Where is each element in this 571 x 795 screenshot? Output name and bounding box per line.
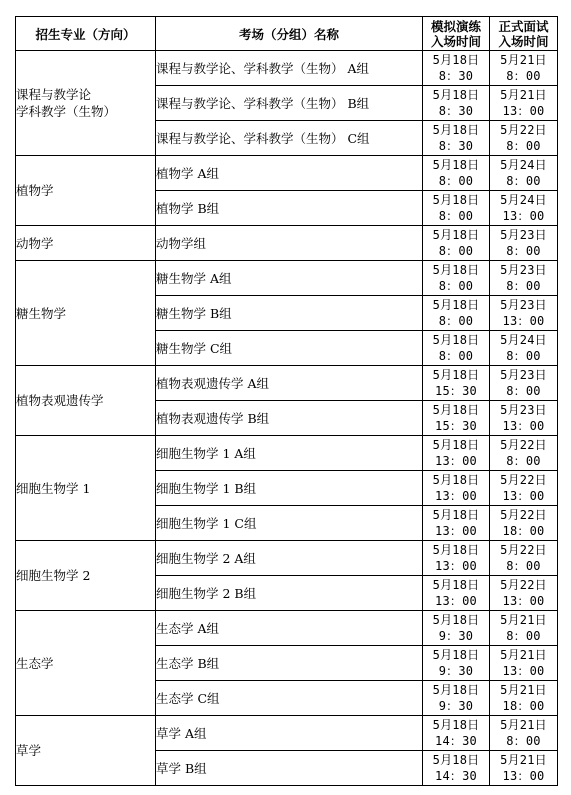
- mock-time-cell: [423, 611, 490, 646]
- mock-clock: 9：30: [438, 664, 474, 678]
- mock-time-cell: [423, 646, 490, 681]
- formal-clock: 8：00: [506, 384, 541, 398]
- formal-time-cell: [490, 681, 558, 716]
- major-name-line: 糖生物学: [16, 305, 67, 321]
- mock-clock: 8：30: [438, 104, 474, 118]
- mock-date: 5月18日: [432, 438, 480, 452]
- formal-time-cell: [490, 576, 558, 611]
- formal-clock: 8：00: [506, 559, 541, 573]
- major-name-line: 植物学: [16, 183, 54, 198]
- mock-clock: 8：00: [438, 209, 474, 223]
- mock-time-cell: [423, 436, 490, 471]
- mock-time-cell: [423, 716, 490, 751]
- formal-time-cell: [490, 51, 558, 86]
- formal-time-cell: [490, 716, 558, 751]
- formal-time-cell: [490, 366, 558, 401]
- formal-time-cell: [490, 611, 558, 646]
- mock-date: 5月18日: [432, 578, 480, 592]
- mock-clock: 15：30: [435, 384, 477, 398]
- formal-clock: 13：00: [502, 209, 545, 223]
- major-name-line: 细胞生物学 2: [16, 568, 91, 583]
- mock-time-cell: [423, 51, 490, 86]
- formal-time-cell: [490, 506, 558, 541]
- formal-time-cell: [490, 331, 558, 366]
- major-name-line: 学科教学（生物）: [16, 104, 117, 119]
- venue-name: 糖生物学 B组: [156, 296, 423, 331]
- formal-clock: 8：00: [506, 139, 541, 153]
- mock-date: 5月18日: [432, 53, 480, 67]
- venue-name: 草学 B组: [156, 751, 423, 786]
- mock-date: 5月18日: [432, 753, 480, 767]
- formal-time-cell: [490, 471, 558, 506]
- mock-date: 5月18日: [432, 158, 480, 172]
- mock-date: 5月18日: [432, 613, 480, 627]
- mock-time-cell: [423, 121, 490, 156]
- table-row: [16, 156, 558, 191]
- formal-clock: 8：00: [506, 349, 541, 363]
- interview-schedule-table: [15, 16, 558, 786]
- formal-clock: 13：00: [502, 594, 545, 608]
- mock-date: 5月18日: [432, 473, 480, 487]
- formal-date: 5月21日: [500, 648, 547, 662]
- mock-clock: 14：30: [435, 769, 477, 783]
- mock-clock: 9：30: [438, 629, 474, 643]
- formal-date: 5月24日: [500, 333, 547, 347]
- mock-date: 5月18日: [432, 333, 480, 347]
- table-row: [16, 611, 558, 646]
- venue-name: 生态学 C组: [156, 681, 423, 716]
- mock-clock: 8：00: [438, 244, 474, 258]
- formal-clock: 18：00: [502, 699, 545, 713]
- formal-clock: 13：00: [502, 489, 545, 503]
- table-row: [16, 716, 558, 751]
- mock-clock: 8：00: [438, 174, 474, 188]
- formal-date: 5月23日: [500, 403, 547, 417]
- table-row: [16, 366, 558, 401]
- formal-time-cell: [490, 261, 558, 296]
- formal-date: 5月21日: [500, 683, 547, 697]
- header-formal-time: [490, 17, 558, 51]
- mock-time-cell: [423, 261, 490, 296]
- major-name-line: 动物学: [16, 235, 54, 251]
- formal-clock: 13：00: [502, 769, 545, 783]
- formal-date: 5月22日: [500, 543, 547, 557]
- mock-time-cell: [423, 506, 490, 541]
- major-cell: [16, 366, 156, 436]
- major-cell: [16, 156, 156, 226]
- formal-clock: 13：00: [502, 419, 545, 433]
- formal-date: 5月21日: [500, 88, 547, 102]
- formal-clock: 8：00: [506, 454, 541, 468]
- formal-time-cell: [490, 541, 558, 576]
- formal-clock: 13：00: [502, 664, 545, 678]
- formal-date: 5月22日: [500, 578, 547, 592]
- venue-name: 糖生物学 C组: [156, 331, 423, 366]
- mock-time-cell: [423, 156, 490, 191]
- mock-time-cell: [423, 191, 490, 226]
- formal-time-cell: [490, 121, 558, 156]
- formal-clock: 18：00: [502, 524, 545, 538]
- mock-date: 5月18日: [432, 683, 480, 697]
- mock-time-cell: [423, 401, 490, 436]
- venue-name: 细胞生物学 1 C组: [156, 506, 423, 541]
- formal-date: 5月24日: [500, 158, 547, 172]
- venue-name: 生态学 B组: [156, 646, 423, 681]
- venue-name: 植物学 A组: [156, 156, 423, 191]
- mock-clock: 8：30: [438, 69, 474, 83]
- formal-time-cell: [490, 156, 558, 191]
- header-row: [16, 17, 558, 51]
- formal-date: 5月23日: [500, 263, 547, 277]
- formal-clock: 13：00: [502, 104, 545, 118]
- mock-time-cell: [423, 366, 490, 401]
- formal-date: 5月21日: [500, 53, 547, 67]
- mock-clock: 8：00: [438, 314, 474, 328]
- mock-clock: 8：00: [438, 279, 474, 293]
- mock-clock: 13：00: [435, 454, 477, 468]
- header-mock-line-2: 入场时间: [430, 33, 481, 49]
- mock-date: 5月18日: [432, 298, 480, 312]
- mock-date: 5月18日: [432, 508, 480, 522]
- formal-clock: 8：00: [506, 629, 541, 643]
- major-cell: [16, 716, 156, 786]
- formal-date: 5月23日: [500, 368, 547, 382]
- formal-time-cell: [490, 401, 558, 436]
- formal-time-cell: [490, 191, 558, 226]
- mock-clock: 8：00: [438, 349, 474, 363]
- venue-name: 生态学 A组: [156, 611, 423, 646]
- venue-name: 植物表观遗传学 B组: [156, 401, 423, 436]
- table-row: [16, 541, 558, 576]
- mock-date: 5月18日: [432, 368, 480, 382]
- table-row: [16, 226, 558, 261]
- mock-time-cell: [423, 471, 490, 506]
- table-row: [16, 261, 558, 296]
- table-row: [16, 51, 558, 86]
- venue-name: 课程与教学论、学科教学（生物） A组: [156, 51, 423, 86]
- mock-clock: 13：00: [435, 489, 477, 503]
- mock-time-cell: [423, 296, 490, 331]
- formal-clock: 13：00: [502, 314, 545, 328]
- major-name-line: 课程与教学论: [16, 87, 92, 102]
- venue-name: 细胞生物学 1 A组: [156, 436, 423, 471]
- major-name-line: 生态学: [16, 655, 54, 671]
- mock-date: 5月18日: [432, 193, 480, 207]
- venue-name: 动物学组: [156, 226, 423, 261]
- mock-time-cell: [423, 86, 490, 121]
- venue-name: 细胞生物学 1 B组: [156, 471, 423, 506]
- header-formal-line-1: 正式面试: [498, 18, 549, 34]
- mock-date: 5月18日: [432, 88, 480, 102]
- formal-time-cell: [490, 226, 558, 261]
- formal-clock: 8：00: [506, 279, 541, 293]
- formal-date: 5月22日: [500, 508, 547, 522]
- venue-name: 细胞生物学 2 A组: [156, 541, 423, 576]
- formal-clock: 8：00: [506, 734, 541, 748]
- major-cell: [16, 541, 156, 611]
- venue-name: 课程与教学论、学科教学（生物） C组: [156, 121, 423, 156]
- mock-clock: 13：00: [435, 524, 477, 538]
- header-formal-line-2: 入场时间: [498, 33, 549, 49]
- mock-clock: 8：30: [438, 139, 474, 153]
- major-name-line: 细胞生物学 1: [16, 480, 91, 496]
- formal-time-cell: [490, 86, 558, 121]
- mock-date: 5月18日: [432, 718, 480, 732]
- venue-name: 草学 A组: [156, 716, 423, 751]
- header-major: 招生专业（方向）: [16, 17, 156, 51]
- major-name-line: 植物表观遗传学: [16, 393, 104, 408]
- header-venue: 考场（分组）名称: [156, 17, 423, 51]
- mock-date: 5月18日: [432, 263, 480, 277]
- schedule-body: [16, 51, 558, 786]
- formal-time-cell: [490, 751, 558, 786]
- formal-time-cell: [490, 296, 558, 331]
- mock-date: 5月18日: [432, 123, 480, 137]
- formal-clock: 8：00: [506, 174, 541, 188]
- major-cell: [16, 611, 156, 716]
- mock-time-cell: [423, 576, 490, 611]
- mock-date: 5月18日: [432, 228, 480, 242]
- formal-date: 5月21日: [500, 753, 547, 767]
- mock-time-cell: [423, 751, 490, 786]
- mock-clock: 15：30: [435, 419, 477, 433]
- formal-clock: 8：00: [506, 244, 541, 258]
- header-mock-line-1: 模拟演练: [430, 18, 481, 34]
- formal-date: 5月23日: [500, 298, 547, 312]
- formal-date: 5月22日: [500, 123, 547, 137]
- venue-name: 课程与教学论、学科教学（生物） B组: [156, 86, 423, 121]
- formal-date: 5月22日: [500, 473, 547, 487]
- venue-name: 细胞生物学 2 B组: [156, 576, 423, 611]
- mock-date: 5月18日: [432, 648, 480, 662]
- venue-name: 糖生物学 A组: [156, 261, 423, 296]
- formal-date: 5月21日: [500, 718, 547, 732]
- mock-time-cell: [423, 681, 490, 716]
- venue-name: 植物表观遗传学 A组: [156, 366, 423, 401]
- formal-clock: 8：00: [506, 69, 541, 83]
- mock-date: 5月18日: [432, 543, 480, 557]
- mock-clock: 14：30: [435, 734, 477, 748]
- mock-clock: 13：00: [435, 559, 477, 573]
- formal-date: 5月23日: [500, 228, 547, 242]
- major-name-line: 草学: [16, 743, 42, 758]
- mock-date: 5月18日: [432, 403, 480, 417]
- table-row: [16, 436, 558, 471]
- mock-time-cell: [423, 226, 490, 261]
- mock-time-cell: [423, 541, 490, 576]
- formal-date: 5月22日: [500, 438, 547, 452]
- major-cell: [16, 261, 156, 366]
- major-cell: [16, 226, 156, 261]
- mock-clock: 9：30: [438, 699, 474, 713]
- venue-name: 植物学 B组: [156, 191, 423, 226]
- formal-time-cell: [490, 436, 558, 471]
- formal-date: 5月24日: [500, 193, 547, 207]
- mock-clock: 13：00: [435, 594, 477, 608]
- major-cell: [16, 436, 156, 541]
- header-mock-time: [423, 17, 490, 51]
- formal-date: 5月21日: [500, 613, 547, 627]
- formal-time-cell: [490, 646, 558, 681]
- major-cell: [16, 51, 156, 156]
- mock-time-cell: [423, 331, 490, 366]
